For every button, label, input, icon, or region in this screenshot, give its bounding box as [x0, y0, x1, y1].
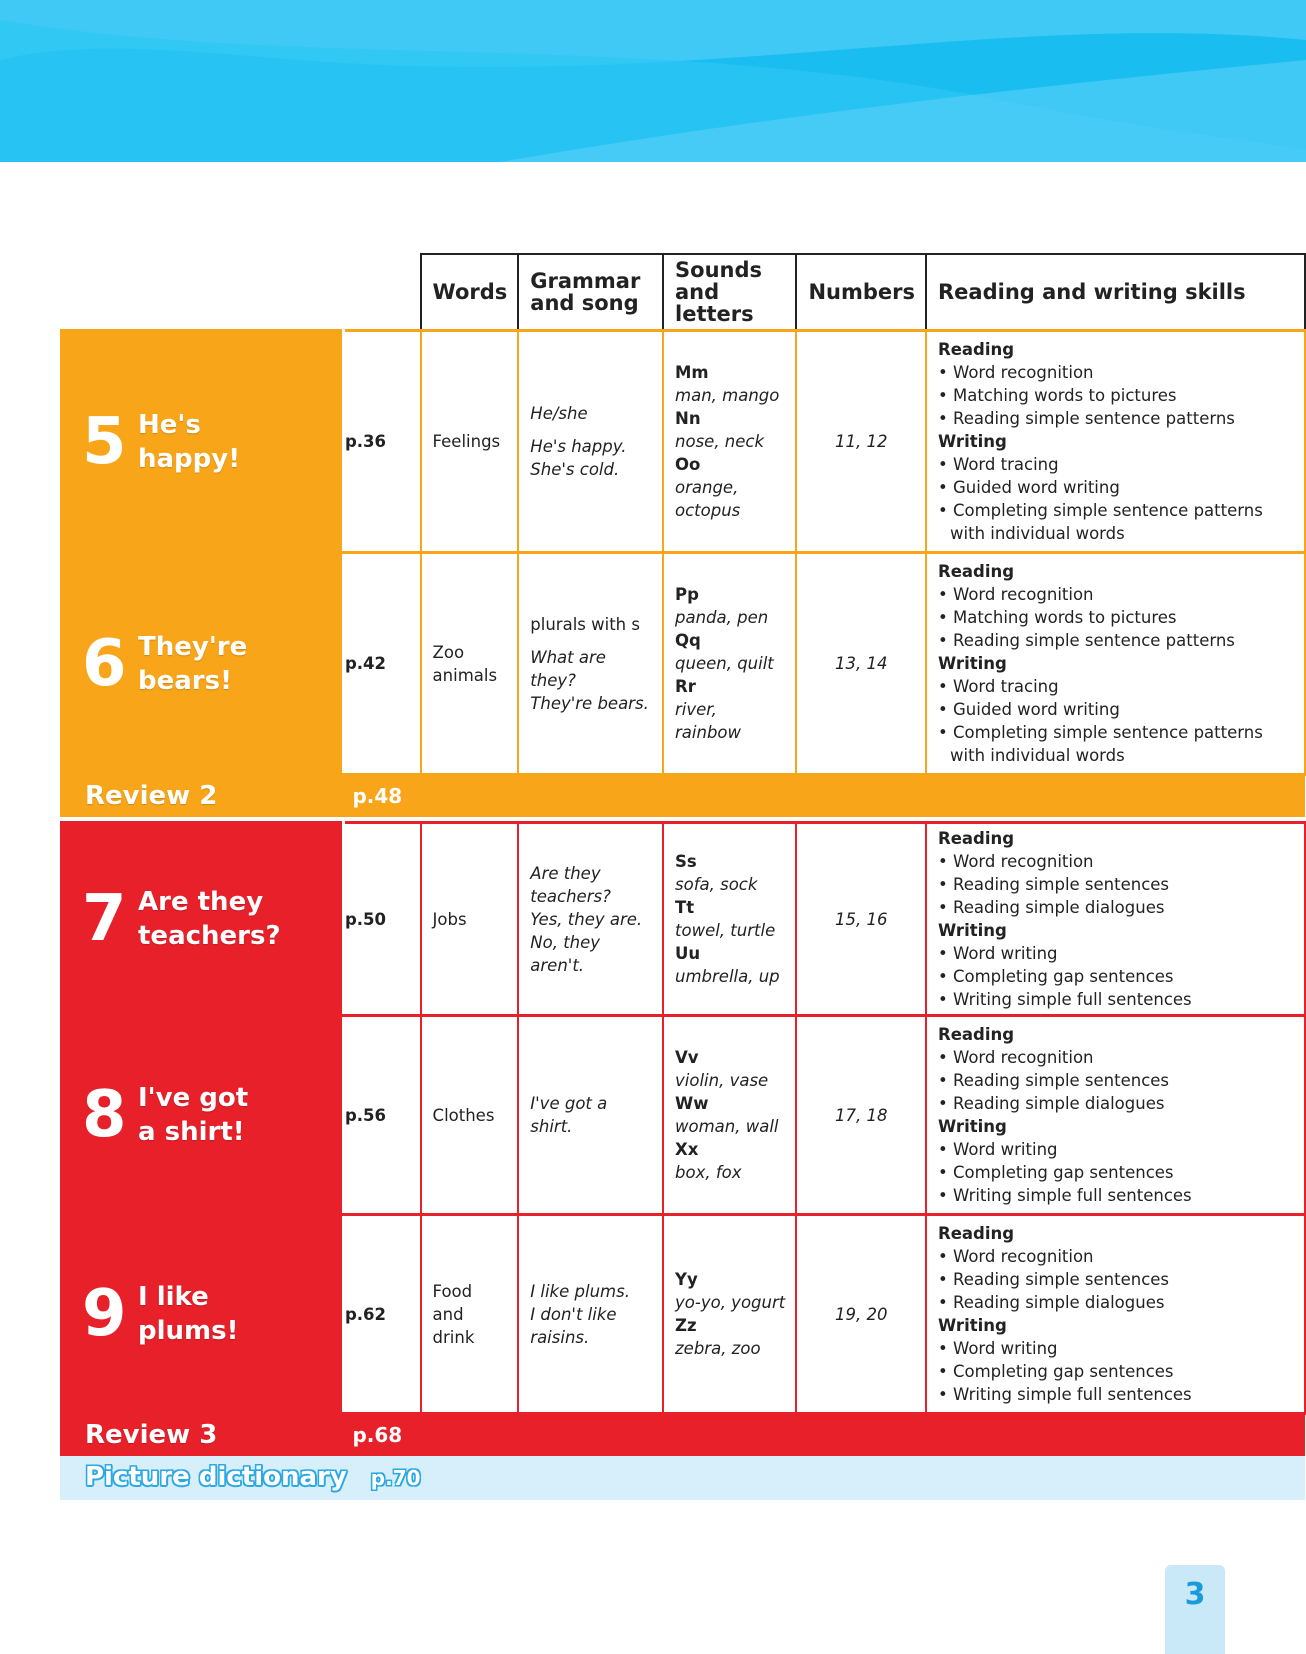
letter-pair: Qq [675, 631, 701, 650]
unit-title: I like plums! [138, 1282, 239, 1346]
unit-numbers: 13, 14 [796, 553, 926, 775]
sound-words: man, mango [675, 386, 780, 405]
unit-number: 8 [82, 1078, 127, 1152]
unit-words [421, 1215, 519, 1414]
skill-item: • Completing gap sentences [938, 967, 1174, 986]
skill-heading: Reading [938, 340, 1015, 359]
skill-item: • Reading simple sentence patterns [938, 631, 1235, 650]
sound-words: octopus [675, 501, 741, 520]
contents-table [60, 253, 1306, 1500]
unit-row [60, 331, 1305, 553]
unit-sounds [663, 1215, 796, 1414]
sound-words: towel, turtle [675, 921, 776, 940]
header-numbers: Numbers [796, 254, 926, 331]
skill-heading: Reading [938, 829, 1015, 848]
letter-pair: Oo [675, 455, 701, 474]
skill-item: • Word tracing [938, 677, 1059, 696]
page-number: 3 [1165, 1565, 1225, 1654]
sound-words: violin, vase [675, 1071, 769, 1090]
review3-row [60, 1414, 1305, 1457]
unit-skills [926, 553, 1305, 775]
letter-pair: Zz [675, 1316, 697, 1335]
unit-title-cell [60, 823, 343, 1016]
grammar-line: I like plums. [530, 1281, 630, 1301]
skill-item: with individual words [950, 524, 1125, 543]
dictionary-fill [421, 1456, 1305, 1500]
unit-skills [926, 823, 1305, 1016]
skill-heading: Writing [938, 1316, 1007, 1335]
skill-heading: Reading [938, 562, 1015, 581]
unit-title-cell [60, 1016, 343, 1215]
letter-pair: Rr [675, 677, 696, 696]
skill-item: • Word recognition [938, 1048, 1094, 1067]
picture-dictionary-label [60, 1456, 421, 1500]
unit-words [421, 1016, 519, 1215]
unit-words-text: Food and drink [432, 1281, 475, 1347]
review-fill [421, 1414, 1305, 1457]
unit-page: p.42 [343, 553, 420, 775]
unit-words [421, 823, 519, 1016]
sound-words: woman, wall [675, 1117, 779, 1136]
unit-grammar [518, 553, 663, 775]
skill-item: • Completing gap sentences [938, 1163, 1174, 1182]
letter-pair: Ss [675, 852, 697, 871]
unit-grammar [518, 1016, 663, 1215]
grammar-line: Are they [530, 863, 601, 883]
grammar-line: teachers? [530, 886, 611, 906]
letter-pair: Nn [675, 409, 701, 428]
unit-number: 6 [82, 626, 127, 701]
unit-title: They're bears! [138, 631, 248, 696]
unit-words-text: Feelings [432, 432, 501, 451]
letter-pair: Uu [675, 944, 701, 963]
skill-item: • Guided word writing [938, 700, 1120, 719]
skill-heading: Reading [938, 1224, 1015, 1243]
grammar-line: He/she [530, 404, 588, 423]
letter-pair: Yy [675, 1270, 698, 1289]
skill-item: • Word tracing [938, 455, 1059, 474]
skill-item: • Reading simple sentence patterns [938, 409, 1235, 428]
unit-words [421, 331, 519, 553]
unit-row [60, 1016, 1305, 1215]
header-sounds: Sounds and letters [663, 254, 796, 331]
unit-title-cell [60, 1215, 343, 1414]
picture-dictionary-title: Picture dictionary [85, 1462, 347, 1492]
unit-words-text: Jobs [432, 909, 467, 929]
skill-item: • Writing simple full sentences [938, 1186, 1192, 1205]
skill-item: • Matching words to pictures [938, 608, 1177, 627]
unit-skills [926, 331, 1305, 553]
skill-item: • Guided word writing [938, 478, 1120, 497]
header-grammar: Grammar and song [518, 254, 663, 331]
skill-item: • Word recognition [938, 852, 1094, 871]
skill-heading: Writing [938, 432, 1007, 451]
header-blank [60, 254, 343, 331]
unit-number: 7 [82, 882, 127, 956]
skill-heading: Reading [938, 1025, 1015, 1044]
unit-title-cell [60, 553, 343, 775]
unit-title: Are they teachers? [138, 887, 281, 951]
unit-title: I've got a shirt! [138, 1083, 249, 1147]
unit-sounds [663, 1016, 796, 1215]
unit-sounds [663, 553, 796, 775]
sound-words: nose, neck [675, 432, 765, 451]
grammar-line: He's happy. [530, 437, 627, 456]
skill-item: • Word recognition [938, 1247, 1094, 1266]
skill-item: • Word writing [938, 944, 1058, 963]
grammar-line: They're bears. [530, 693, 649, 713]
unit-words [421, 553, 519, 775]
header-banner [0, 0, 1306, 162]
skill-item: • Reading simple sentences [938, 875, 1170, 894]
skill-heading: Writing [938, 1117, 1007, 1136]
skill-item: • Completing simple sentence patterns [938, 501, 1263, 520]
letter-pair: Tt [675, 898, 695, 917]
unit-row [60, 823, 1305, 1016]
review-label: Review 3 [60, 1414, 343, 1457]
review-page: p.68 [343, 1414, 420, 1457]
unit-number: 9 [82, 1277, 127, 1351]
letter-pair: Mm [675, 363, 709, 382]
header-blank-page [343, 254, 420, 331]
unit-grammar [518, 823, 663, 1016]
skill-item: • Word recognition [938, 363, 1094, 382]
sound-words: sofa, sock [675, 875, 758, 894]
letter-pair: Pp [675, 585, 699, 604]
grammar-line: No, they aren't. [530, 932, 601, 975]
skill-heading: Writing [938, 921, 1007, 940]
skill-item: • Writing simple full sentences [938, 1385, 1192, 1404]
skill-item: • Reading simple sentences [938, 1270, 1170, 1289]
unit-page: p.50 [343, 823, 420, 1016]
grammar-line: plurals with s [530, 614, 640, 634]
review2-row [60, 775, 1305, 818]
skill-item: • Completing simple sentence patterns [938, 723, 1263, 742]
unit-page: p.36 [343, 331, 420, 553]
sound-words: zebra, zoo [675, 1339, 761, 1358]
unit-grammar [518, 1215, 663, 1414]
unit-numbers: 19, 20 [796, 1215, 926, 1414]
unit-skills [926, 1215, 1305, 1414]
skill-item: • Reading simple dialogues [938, 1293, 1165, 1312]
skill-item: • Word recognition [938, 585, 1094, 604]
header-words: Words [421, 254, 519, 331]
unit-numbers: 11, 12 [796, 331, 926, 553]
review-page: p.48 [343, 775, 420, 818]
skill-item: • Reading simple sentences [938, 1071, 1170, 1090]
header-skills: Reading and writing skills [926, 254, 1305, 331]
skill-item: • Word writing [938, 1140, 1058, 1159]
sound-words: panda, pen [675, 608, 769, 627]
review-fill [421, 775, 1305, 818]
skill-item: • Reading simple dialogues [938, 1094, 1165, 1113]
unit-sounds [663, 823, 796, 1016]
unit-grammar [518, 331, 663, 553]
letter-pair: Vv [675, 1048, 699, 1067]
sound-words: queen, quilt [675, 654, 774, 673]
skill-item: • Writing simple full sentences [938, 990, 1192, 1009]
skill-item: • Matching words to pictures [938, 386, 1177, 405]
unit-row [60, 553, 1305, 775]
grammar-line: I don't like [530, 1304, 617, 1324]
unit-numbers: 17, 18 [796, 1016, 926, 1215]
picture-dictionary-page: p.70 [370, 1466, 421, 1490]
unit-numbers: 15, 16 [796, 823, 926, 1016]
grammar-line: I've got a shirt. [530, 1094, 608, 1136]
grammar-line: She's cold. [530, 460, 620, 479]
unit-title: He's happy! [138, 409, 241, 474]
letter-pair: Ww [675, 1094, 709, 1113]
sound-words: umbrella, up [675, 967, 780, 986]
unit-title-cell [60, 331, 343, 553]
table-header-row [60, 254, 1305, 331]
skill-item: • Word writing [938, 1339, 1058, 1358]
unit-words-text: Zoo animals [432, 642, 498, 685]
unit-sounds [663, 331, 796, 553]
skill-item: • Reading simple dialogues [938, 898, 1165, 917]
letter-pair: Xx [675, 1140, 699, 1159]
unit-page: p.56 [343, 1016, 420, 1215]
unit-words-text: Clothes [432, 1105, 495, 1125]
unit-page: p.62 [343, 1215, 420, 1414]
grammar-line: raisins. [530, 1327, 590, 1347]
picture-dictionary-row [60, 1456, 1305, 1500]
unit-skills [926, 1016, 1305, 1215]
sound-words: river, rainbow [675, 700, 742, 742]
unit-row [60, 1215, 1305, 1414]
sound-words: yo-yo, yogurt [675, 1293, 786, 1312]
grammar-line: Yes, they are. [530, 909, 643, 929]
skill-heading: Writing [938, 654, 1007, 673]
review-label: Review 2 [60, 775, 343, 818]
sound-words: box, fox [675, 1163, 742, 1182]
unit-number: 5 [82, 404, 127, 479]
sound-words: orange, [675, 478, 739, 497]
skill-item: • Completing gap sentences [938, 1362, 1174, 1381]
skill-item: with individual words [950, 746, 1125, 765]
grammar-line: What are they? [530, 647, 606, 690]
